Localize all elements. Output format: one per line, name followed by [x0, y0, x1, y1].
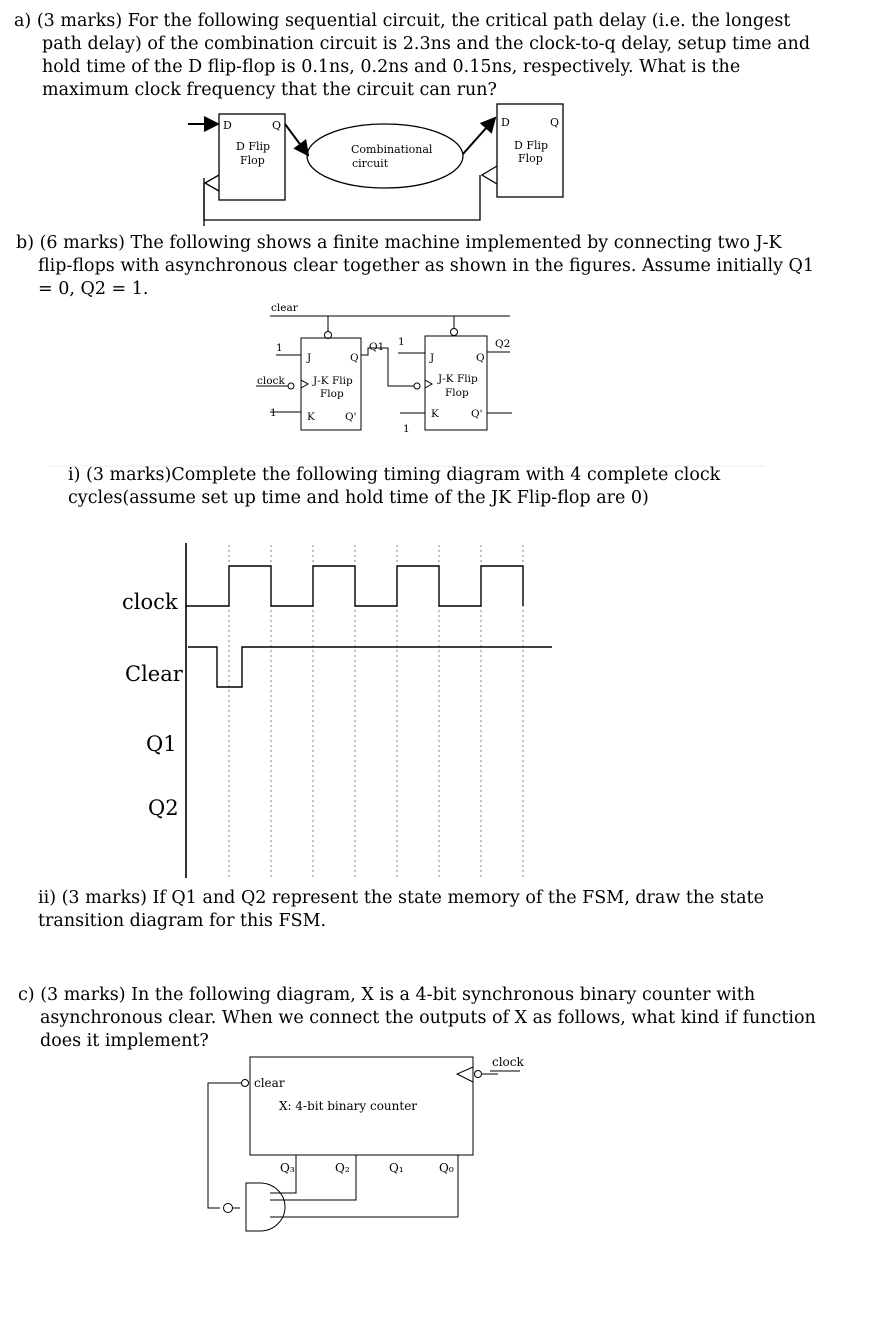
q2-pin-label: Q₂	[335, 1161, 350, 1175]
text-line: = 0, Q2 = 1.	[38, 279, 149, 299]
ff2-k-pin: K	[431, 408, 439, 420]
and-gate	[246, 1183, 285, 1231]
k1-input-value: 1	[270, 407, 277, 419]
signal-label-clear: Clear	[125, 662, 183, 686]
j1-input-value: 1	[276, 342, 283, 354]
ff1-q-pin: Q	[350, 352, 359, 364]
comb-name-line2: circuit	[352, 157, 389, 170]
figure-c-labels	[254, 1055, 525, 1175]
q1-output-label: Q1	[369, 341, 385, 353]
text-line: asynchronous clear. When we connect the outputs of X as follows, what kind if function	[40, 1008, 816, 1028]
text-line: cycles(assume set up time and hold time of the JK Flip-flop are 0)	[68, 488, 649, 508]
ff1-j-pin: J	[307, 352, 312, 364]
signal-label-clock: clock	[122, 590, 178, 614]
q1-pin-label: Q₁	[389, 1161, 404, 1175]
clock-label: clock	[492, 1055, 524, 1069]
combinational-circuit	[307, 124, 463, 188]
signal-label-q1: Q1	[146, 732, 177, 756]
text-line: maximum clock frequency that the circuit can run?	[42, 80, 497, 100]
ff1-q-pin: Q	[272, 119, 282, 132]
timing-diagram	[122, 543, 552, 878]
text-line: i) (3 marks)Complete the following timing diagram with 4 complete clock	[68, 465, 721, 485]
ff2-d-pin: D	[501, 116, 510, 129]
text-line: b) (6 marks) The following shows a finite machine implemented by connecting two J-K	[16, 233, 782, 253]
clear-label: clear	[271, 302, 298, 314]
figure-b-labels	[257, 302, 510, 435]
text-line: ii) (3 marks) If Q1 and Q2 represent the state memory of the FSM, draw the state	[38, 888, 764, 908]
clock-label: clock	[257, 375, 285, 387]
ff1-name-line2: Flop	[240, 154, 265, 167]
ff1-k-pin: K	[307, 411, 315, 423]
ff2-name-line2: Flop	[518, 152, 543, 165]
q3-pin-label: Q₃	[280, 1161, 295, 1175]
text-line: path delay) of the combination circuit is 2.3ns and the clock-to-q delay, setup time and	[42, 34, 811, 54]
ff2-name-line1: D Flip	[514, 139, 549, 152]
ff1-name-line1: D Flip	[236, 140, 271, 153]
timing-gridlines	[229, 545, 523, 878]
text-line: a) (3 marks) For the following sequential circuit, the critical path delay (i.e. the longest	[14, 11, 791, 31]
ff1-d-pin: D	[223, 119, 232, 132]
ff2-name-line1: J-K Flip	[438, 373, 478, 385]
text-line: does it implement?	[40, 1031, 209, 1051]
ff2-q-pin: Q	[476, 352, 485, 364]
ff1-name-line2: Flop	[320, 388, 344, 400]
text-line: flip-flops with asynchronous clear together as shown in the figures. Assume initially Q1	[38, 256, 815, 276]
ff1-name-line1: J-K Flip	[313, 375, 353, 387]
signal-label-q2: Q2	[148, 796, 179, 820]
text-line: transition diagram for this FSM.	[38, 911, 327, 931]
ff2-qbar-pin: Q'	[471, 408, 483, 420]
comb-name-line1: Combinational	[351, 143, 433, 156]
ff2-q-pin: Q	[550, 116, 560, 129]
clock-waveform	[186, 566, 523, 606]
q2-output-label: Q2	[495, 338, 511, 350]
counter-label: X: 4-bit binary counter	[279, 1099, 418, 1113]
text-line: c) (3 marks) In the following diagram, X is a 4-bit synchronous binary counter with	[18, 985, 756, 1005]
j2-input-value: 1	[398, 336, 405, 348]
ff2-j-pin: J	[430, 352, 435, 364]
clear-pin-label: clear	[254, 1076, 285, 1090]
ff2-name-line2: Flop	[445, 387, 469, 399]
k2-input-value: 1	[403, 423, 410, 435]
clear-waveform	[188, 647, 552, 687]
ff1-qbar-pin: Q'	[345, 411, 357, 423]
text-line: hold time of the D flip-flop is 0.1ns, 0.2ns and 0.15ns, respectively. What is the	[42, 57, 741, 77]
q0-pin-label: Q₀	[439, 1161, 454, 1175]
